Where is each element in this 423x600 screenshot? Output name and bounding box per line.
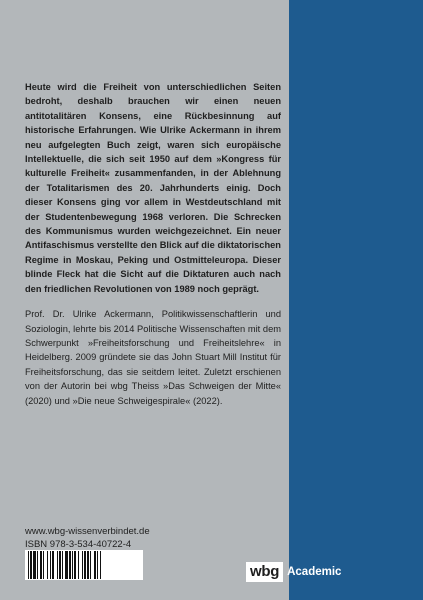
author-bio-paragraph: Prof. Dr. Ulrike Ackermann, Politikwissenschaftlerin und Soziologin, lehrte bis 2014 Politische Wissenschaften mit dem Schwerpunkt »Freiheitsforschung und Freiheitslehre« in Heidelberg. 2009 gründete sie das John Stuart Mill Institut für Freiheitsforschung, das sie seitdem leitet. Zuletzt erschienen von der Autorin bei wbg Theiss »Das Schweigen der Mitte« (2020) und »Die neue Schweigespirale« (2022). [25, 309, 281, 406]
barcode-bar [65, 551, 68, 579]
barcode-bar [62, 551, 63, 579]
barcode-bar [37, 551, 38, 579]
imprint-label: Academic [287, 566, 342, 578]
barcode-bar [84, 551, 86, 579]
publisher-website: www.wbg-wissenverbindet.de [25, 526, 150, 537]
barcode-bar [40, 551, 42, 579]
barcode-bar [100, 551, 101, 579]
barcode-bar [59, 551, 61, 579]
barcode-bar [82, 551, 83, 579]
barcode-bar [78, 551, 79, 579]
barcode-graphic [27, 551, 141, 579]
barcode-bar [30, 551, 32, 579]
barcode-bar [43, 551, 44, 579]
barcode-bar [33, 551, 36, 579]
blurb-paragraph: Heute wird die Freiheit von unterschiedlichen Seiten bedroht, deshalb brauchen wir einen neuen antitotalitären Konsens, eine Rückbesinnung auf historische Erfahrungen. Wie Ulrike Ackermann in ihrem neu aufgelegten Buch zeigt, waren sich europäische Intellektuelle, die sich seit 1950 auf dem »Kongress für kulturelle Freiheit« zusammenfanden, in der Ablehnung der Totalitarismen des 20. Jahrhunderts einig. Doch dieser Konsens ging vor allem in Westdeutschland mit der Studentenbewegung 1968 verloren. Die Schrecken des Kommunismus wurden weichgezeichnet. Ein neuer Antifaschismus verstellte den Blick auf die diktatorischen Regime in Moskau, Peking und Ostmitteleuropa. Dieser blinde Fleck hat die Sicht auf die Diktaturen auch nach den friedlichen Revolutionen von 1989 noch geprägt. [25, 82, 281, 294]
barcode-bar [28, 551, 29, 579]
wbg-logo-mark: wbg [246, 562, 283, 582]
blue-side-band [289, 0, 423, 600]
cover-footer [25, 525, 281, 551]
barcode-bar [87, 551, 89, 579]
barcode-bar [90, 551, 91, 579]
cover-text-block [25, 80, 281, 408]
barcode-bar [94, 551, 96, 579]
barcode-bar [57, 551, 58, 579]
barcode-bar [97, 551, 98, 579]
barcode-bar [52, 551, 54, 579]
barcode-bar [69, 551, 71, 579]
isbn-number: ISBN 978-3-534-40722-4 [25, 539, 132, 550]
barcode-bar [47, 551, 48, 579]
barcode-bar [50, 551, 51, 579]
barcode [25, 550, 143, 580]
barcode-bar [72, 551, 73, 579]
publisher-logo [246, 562, 341, 582]
barcode-bar [74, 551, 76, 579]
